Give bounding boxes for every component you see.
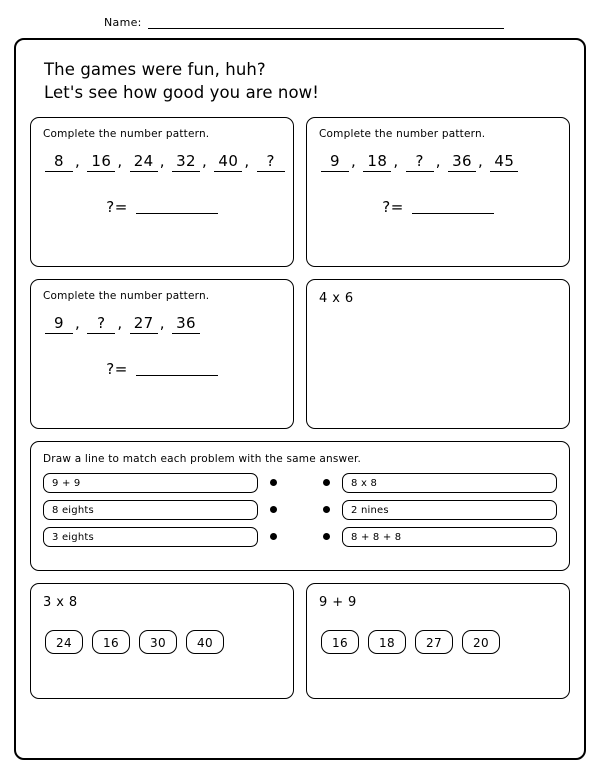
pattern-comma: ,: [202, 151, 208, 170]
mc-choice[interactable]: 40: [186, 630, 224, 654]
matching-box: [30, 441, 570, 571]
pattern-term[interactable]: 8: [45, 152, 73, 172]
title-line-1: The games were fun, huh?: [44, 60, 266, 79]
pattern-term[interactable]: 36: [172, 314, 200, 334]
matching-left-item[interactable]: 3 eights: [43, 527, 258, 547]
matching-row: [30, 441, 570, 571]
pattern-comma: ,: [244, 151, 250, 170]
multiple-choice-box-2: [306, 583, 570, 699]
mc-1-choices: [31, 610, 293, 654]
page-title: [44, 58, 570, 105]
answer-blank[interactable]: [136, 361, 218, 376]
pattern-term[interactable]: 45: [490, 152, 518, 172]
pattern-comma: ,: [159, 313, 165, 332]
question-row-2: [30, 279, 570, 429]
pattern-term[interactable]: 36: [448, 152, 476, 172]
mc-choice[interactable]: 24: [45, 630, 83, 654]
pattern-term[interactable]: 18: [363, 152, 391, 172]
question-3-prompt: Complete the number pattern.: [43, 289, 210, 302]
matching-left-item[interactable]: 8 eights: [43, 500, 258, 520]
answer-blank[interactable]: [136, 199, 218, 214]
mc-choice[interactable]: 20: [462, 630, 500, 654]
pattern-comma: ,: [117, 313, 123, 332]
question-4-expression: 4 x 6: [319, 290, 354, 306]
matching-left-dot[interactable]: [270, 506, 277, 513]
mc-choice[interactable]: 27: [415, 630, 453, 654]
matching-right-item[interactable]: 8 + 8 + 8: [342, 527, 557, 547]
multiple-choice-row: [30, 583, 570, 699]
pattern-comma: ,: [159, 151, 165, 170]
pattern-comma: ,: [393, 151, 399, 170]
mc-choice[interactable]: 16: [321, 630, 359, 654]
mc-2-expression: 9 + 9: [319, 594, 357, 610]
pattern-term[interactable]: 24: [130, 152, 158, 172]
worksheet-frame: [14, 38, 586, 760]
answer-blank[interactable]: [412, 199, 494, 214]
pattern-comma: ,: [351, 151, 357, 170]
pattern-comma: ,: [478, 151, 484, 170]
title-line-2: Let's see how good you are now!: [44, 83, 319, 103]
name-write-line[interactable]: [148, 16, 504, 29]
matching-left-dot[interactable]: [270, 533, 277, 540]
question-box-3: [30, 279, 294, 429]
matching-right-dot[interactable]: [323, 533, 330, 540]
question-2-prompt: Complete the number pattern.: [319, 127, 486, 140]
name-field-row: [104, 16, 504, 29]
question-box-4: [306, 279, 570, 429]
pattern-term[interactable]: 40: [214, 152, 242, 172]
multiple-choice-box-1: [30, 583, 294, 699]
pattern-term[interactable]: 27: [130, 314, 158, 334]
mc-2-choices: [307, 610, 569, 654]
question-box-2: [306, 117, 570, 267]
matching-left-dot[interactable]: [270, 479, 277, 486]
matching-right-dot[interactable]: [323, 479, 330, 486]
answer-label: ?=: [382, 197, 404, 216]
matching-row-2: [43, 500, 557, 520]
mc-choice[interactable]: 30: [139, 630, 177, 654]
pattern-comma: ,: [117, 151, 123, 170]
matching-right-item[interactable]: 2 nines: [342, 500, 557, 520]
mc-1-expression: 3 x 8: [43, 594, 78, 610]
name-label: Name:: [104, 16, 142, 29]
mc-choice[interactable]: 18: [368, 630, 406, 654]
question-box-1: [30, 117, 294, 267]
question-3-answer: [31, 334, 293, 378]
pattern-term[interactable]: 9: [45, 314, 73, 334]
question-2-answer: [307, 172, 569, 216]
pattern-term[interactable]: 9: [321, 152, 349, 172]
question-1-pattern: [31, 140, 293, 172]
pattern-term[interactable]: 32: [172, 152, 200, 172]
question-1-answer: [31, 172, 293, 216]
matching-left-item[interactable]: 9 + 9: [43, 473, 258, 493]
question-3-pattern: [31, 302, 293, 334]
question-1-prompt: Complete the number pattern.: [43, 127, 210, 140]
matching-row-1: [43, 473, 557, 493]
matching-right-item[interactable]: 8 x 8: [342, 473, 557, 493]
question-2-pattern: [307, 140, 569, 172]
question-row-1: [30, 117, 570, 267]
answer-label: ?=: [106, 197, 128, 216]
pattern-term-unknown[interactable]: ?: [406, 152, 434, 172]
matching-prompt: Draw a line to match each problem with the same answer.: [43, 452, 362, 465]
matching-rows: [31, 465, 569, 557]
pattern-comma: ,: [435, 151, 441, 170]
questions-grid: [30, 117, 570, 699]
pattern-comma: ,: [75, 313, 81, 332]
matching-row-3: [43, 527, 557, 547]
pattern-term[interactable]: 16: [87, 152, 115, 172]
pattern-term-unknown[interactable]: ?: [257, 152, 285, 172]
answer-label: ?=: [106, 359, 128, 378]
pattern-term-unknown[interactable]: ?: [87, 314, 115, 334]
matching-right-dot[interactable]: [323, 506, 330, 513]
pattern-comma: ,: [75, 151, 81, 170]
mc-choice[interactable]: 16: [92, 630, 130, 654]
